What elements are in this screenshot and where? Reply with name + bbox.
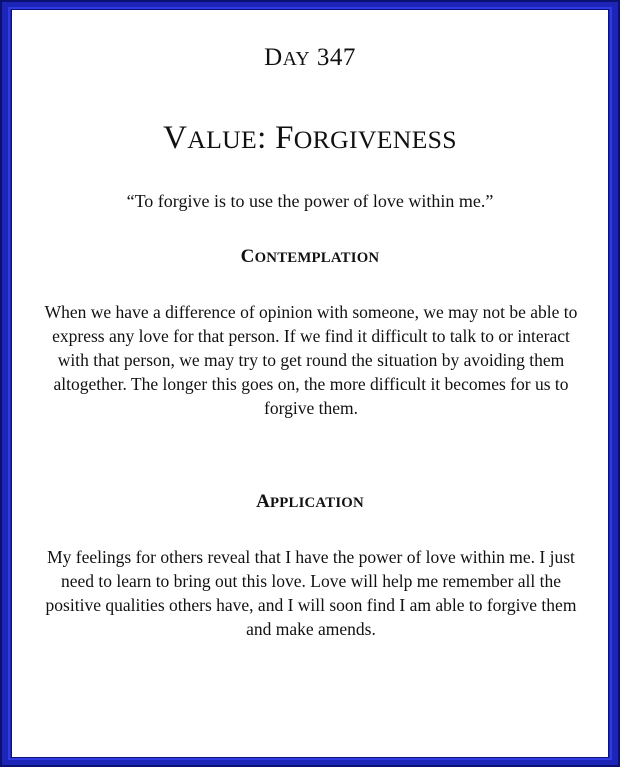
value-rest: ALUE	[187, 125, 258, 154]
value-initial: V	[163, 120, 188, 156]
forgiveness-initial: F	[275, 120, 294, 156]
contemplation-rest: ONTEMPLATION	[254, 250, 380, 266]
quote: “To forgive is to use the power of love within me.”	[126, 191, 494, 211]
application-rest: PPLICATION	[270, 495, 364, 511]
application-heading	[12, 491, 608, 513]
contemplation-text: When we have a difference of opinion with someone, we may not be able to express any love for that person. If we find it difficult to talk to or interact with that person, we may try to get round the situation by avoiding them altogether. The longer this goes on, the more difficult it becomes for us to forgive them.	[44, 302, 578, 418]
page-card	[11, 9, 609, 758]
value-title	[12, 120, 608, 157]
day-title	[12, 44, 608, 72]
value-colon: :	[257, 120, 276, 156]
day-prefix-initial: D	[264, 44, 283, 71]
contemplation-initial: C	[240, 246, 255, 267]
day-prefix-rest: AY	[282, 49, 311, 70]
application-text: My feelings for others reveal that I have the power of love within me. I just need to learn to bring out this love. Love will help me remember all the positive qualities others have, and I will soon find I am able to forgive them and make amends.	[45, 547, 577, 639]
contemplation-heading	[12, 246, 608, 268]
application-initial: A	[256, 491, 270, 512]
day-number: 347	[310, 44, 356, 71]
forgiveness-rest: ORGIVENESS	[293, 125, 457, 154]
